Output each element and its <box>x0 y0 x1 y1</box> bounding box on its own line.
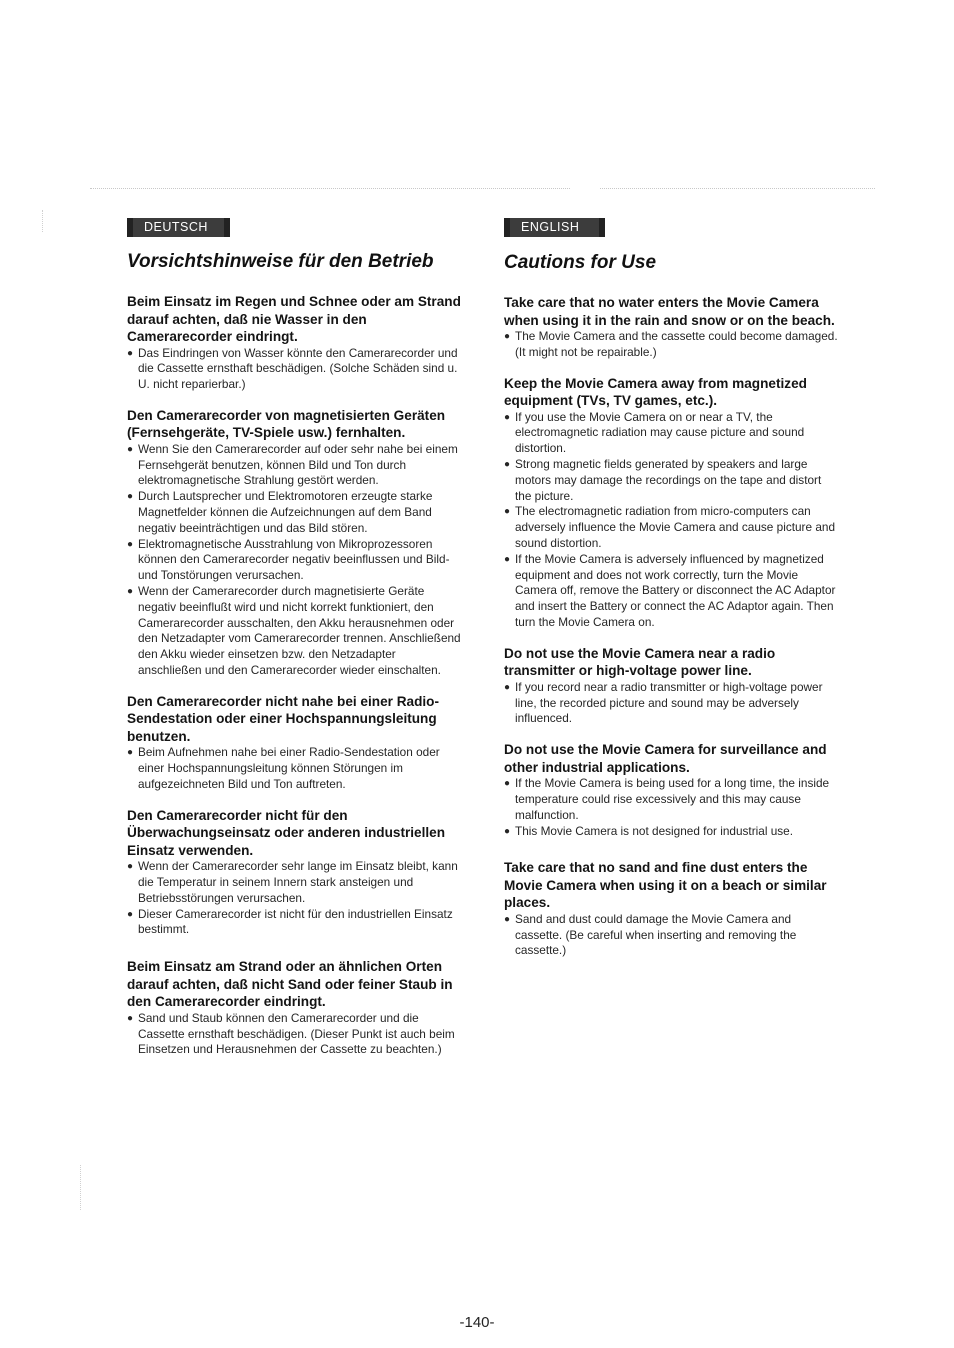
caution-bullet: ● This Movie Camera is not designed for industrial use. <box>504 823 794 838</box>
scan-mark <box>80 1165 81 1210</box>
caution-heading: Beim Einsatz im Regen und Schnee oder am Strand darauf achten, daß nie Wasser in den Camerarecorder eindringt. <box>127 294 461 344</box>
language-tag-english: ENGLISH <box>504 218 605 237</box>
caution-heading: Take care that no sand and fine dust enters the Movie Camera when using it on a beach or similar places. <box>504 860 827 911</box>
english-column <box>504 218 839 973</box>
caution-heading: Den Camerarecorder nicht nahe bei einer Radio-Sendestation oder einer Hochspannungsleitung benutzen. <box>127 693 439 744</box>
deutsch-column <box>127 218 462 1072</box>
caution-bullet: ● Wenn der Camerarecorder durch magnetisierte Geräte negativ beeinflußt wird und nicht korrekt funktioniert, den Camerarecorder ausschalten, den Akku herausnehmen oder den Netzadapter vom Camerarecorder trennen. Anschließend den Akku wieder einsetzen bzw. den Netzadapter anschließen und den Camerarecorder wieder einschalten. <box>127 584 461 678</box>
caution-section <box>504 375 839 631</box>
caution-bullet: ● If you use the Movie Camera on or near a TV, the electromagnetic radiation may cause picture and sound distortion. <box>504 409 805 456</box>
caution-heading: Take care that no water enters the Movie Camera when using it in the rain and snow or on the beach. <box>504 295 835 328</box>
top-rule-left <box>90 188 570 189</box>
caution-section <box>127 293 462 393</box>
caution-heading: Den Camerarecorder nicht für den Überwachungseinsatz oder anderen industriellen Einsatz verwenden. <box>127 807 446 858</box>
caution-bullet: ● The Movie Camera and the cassette could become damaged. (It might not be repairable.) <box>504 329 838 359</box>
caution-bullet: ● Strong magnetic fields generated by speakers and large motors may damage the recordings on the tape and distort the picture. <box>504 456 822 503</box>
scan-mark <box>42 210 43 232</box>
caution-bullet: ● Sand and dust could damage the Movie Camera and cassette. (Be careful when inserting and removing the cassette.) <box>504 911 797 958</box>
caution-bullet: ● The electromagnetic radiation from micro-computers can adversely influence the Movie Camera and cause picture and sound distortion. <box>504 504 836 550</box>
caution-bullet: ● Das Eindringen von Wasser könnte den Camerarecorder und die Cassette ernsthaft beschädigen. (Solche Schäden sind u. U. nicht reparierbar.) <box>127 345 458 392</box>
caution-section <box>127 958 462 1058</box>
caution-section <box>504 859 839 959</box>
caution-heading: Do not use the Movie Camera near a radio transmitter or high-voltage power line. <box>504 645 776 679</box>
top-rule-right <box>600 188 875 189</box>
caution-bullet: ● If you record near a radio transmitter or high-voltage power line, the recorded picture and sound may be adversely influenced. <box>504 679 823 726</box>
section-title-deutsch: Vorsichtshinweise für den Betrieb <box>127 251 434 272</box>
caution-section <box>127 407 462 679</box>
caution-bullet: ● If the Movie Camera is adversely influenced by magnetized equipment and does not work correctly, turn the Movie Camera off, remove the Battery or disconnect the AC Adaptor and insert the Battery or connect the AC Adaptor again. Then turn the Movie Camera on. <box>504 551 836 629</box>
caution-bullet: ● Wenn der Camerarecorder sehr lange im Einsatz bleibt, kann die Temperatur in seinem Innern stark ansteigen und Betriebsstörungen verursachen. <box>127 859 458 905</box>
caution-heading: Keep the Movie Camera away from magnetized equipment (TVs, TV games, etc.). <box>504 375 807 409</box>
caution-bullet: ● Dieser Camerarecorder ist nicht für den industriellen Einsatz bestimmt. <box>127 906 453 937</box>
page-number: -140- <box>459 1314 495 1331</box>
caution-bullet: ● If the Movie Camera is being used for a long time, the inside temperature could rise excessively and this may cause malfunction. <box>504 776 830 822</box>
caution-bullet: ● Beim Aufnehmen nahe bei einer Radio-Sendestation oder einer Hochspannungsleitung können Störungen im aufgezeichneten Bild und Ton auftreten. <box>127 745 440 791</box>
caution-bullet: ● Wenn Sie den Camerarecorder auf oder sehr nahe bei einem Fernsehgerät benutzen, können Bild und Ton durch elektromagnetische Strahlung gestört werden. <box>127 441 458 488</box>
caution-heading: Den Camerarecorder von magnetisierten Geräten (Fernsehgeräte, TV-Spiele usw.) fernhalten. <box>127 407 446 441</box>
section-title-english: Cautions for Use <box>504 252 657 273</box>
caution-section <box>504 741 839 839</box>
caution-section <box>127 693 462 793</box>
caution-bullet: ● Elektromagnetische Ausstrahlung von Mikroprozessoren können den Camerarecorder negativ beeinflussen und Bild- und Tonstörungen verursachen. <box>127 536 450 583</box>
language-tag-deutsch: DEUTSCH <box>127 218 230 237</box>
caution-section <box>504 294 839 361</box>
caution-heading: Do not use the Movie Camera for surveillance and other industrial applications. <box>504 742 827 775</box>
caution-section <box>127 807 462 938</box>
caution-heading: Beim Einsatz am Strand oder an ähnlichen Orten darauf achten, daß nicht Sand oder feiner Staub in den Camerarecorder eindringt. <box>127 959 453 1010</box>
caution-bullet: ● Durch Lautsprecher und Elektromotoren erzeugte starke Magnetfelder können die Aufzeichnungen auf dem Band negativ beeinträchtigen und das Bild stören. <box>127 489 433 535</box>
caution-section <box>504 645 839 727</box>
caution-bullet: ● Sand und Staub können den Camerarecorder und die Cassette ernsthaft beschädigen. (Dieser Punkt ist auch beim Einsetzen und Herausnehmen der Cassette zu beachten.) <box>127 1010 455 1057</box>
